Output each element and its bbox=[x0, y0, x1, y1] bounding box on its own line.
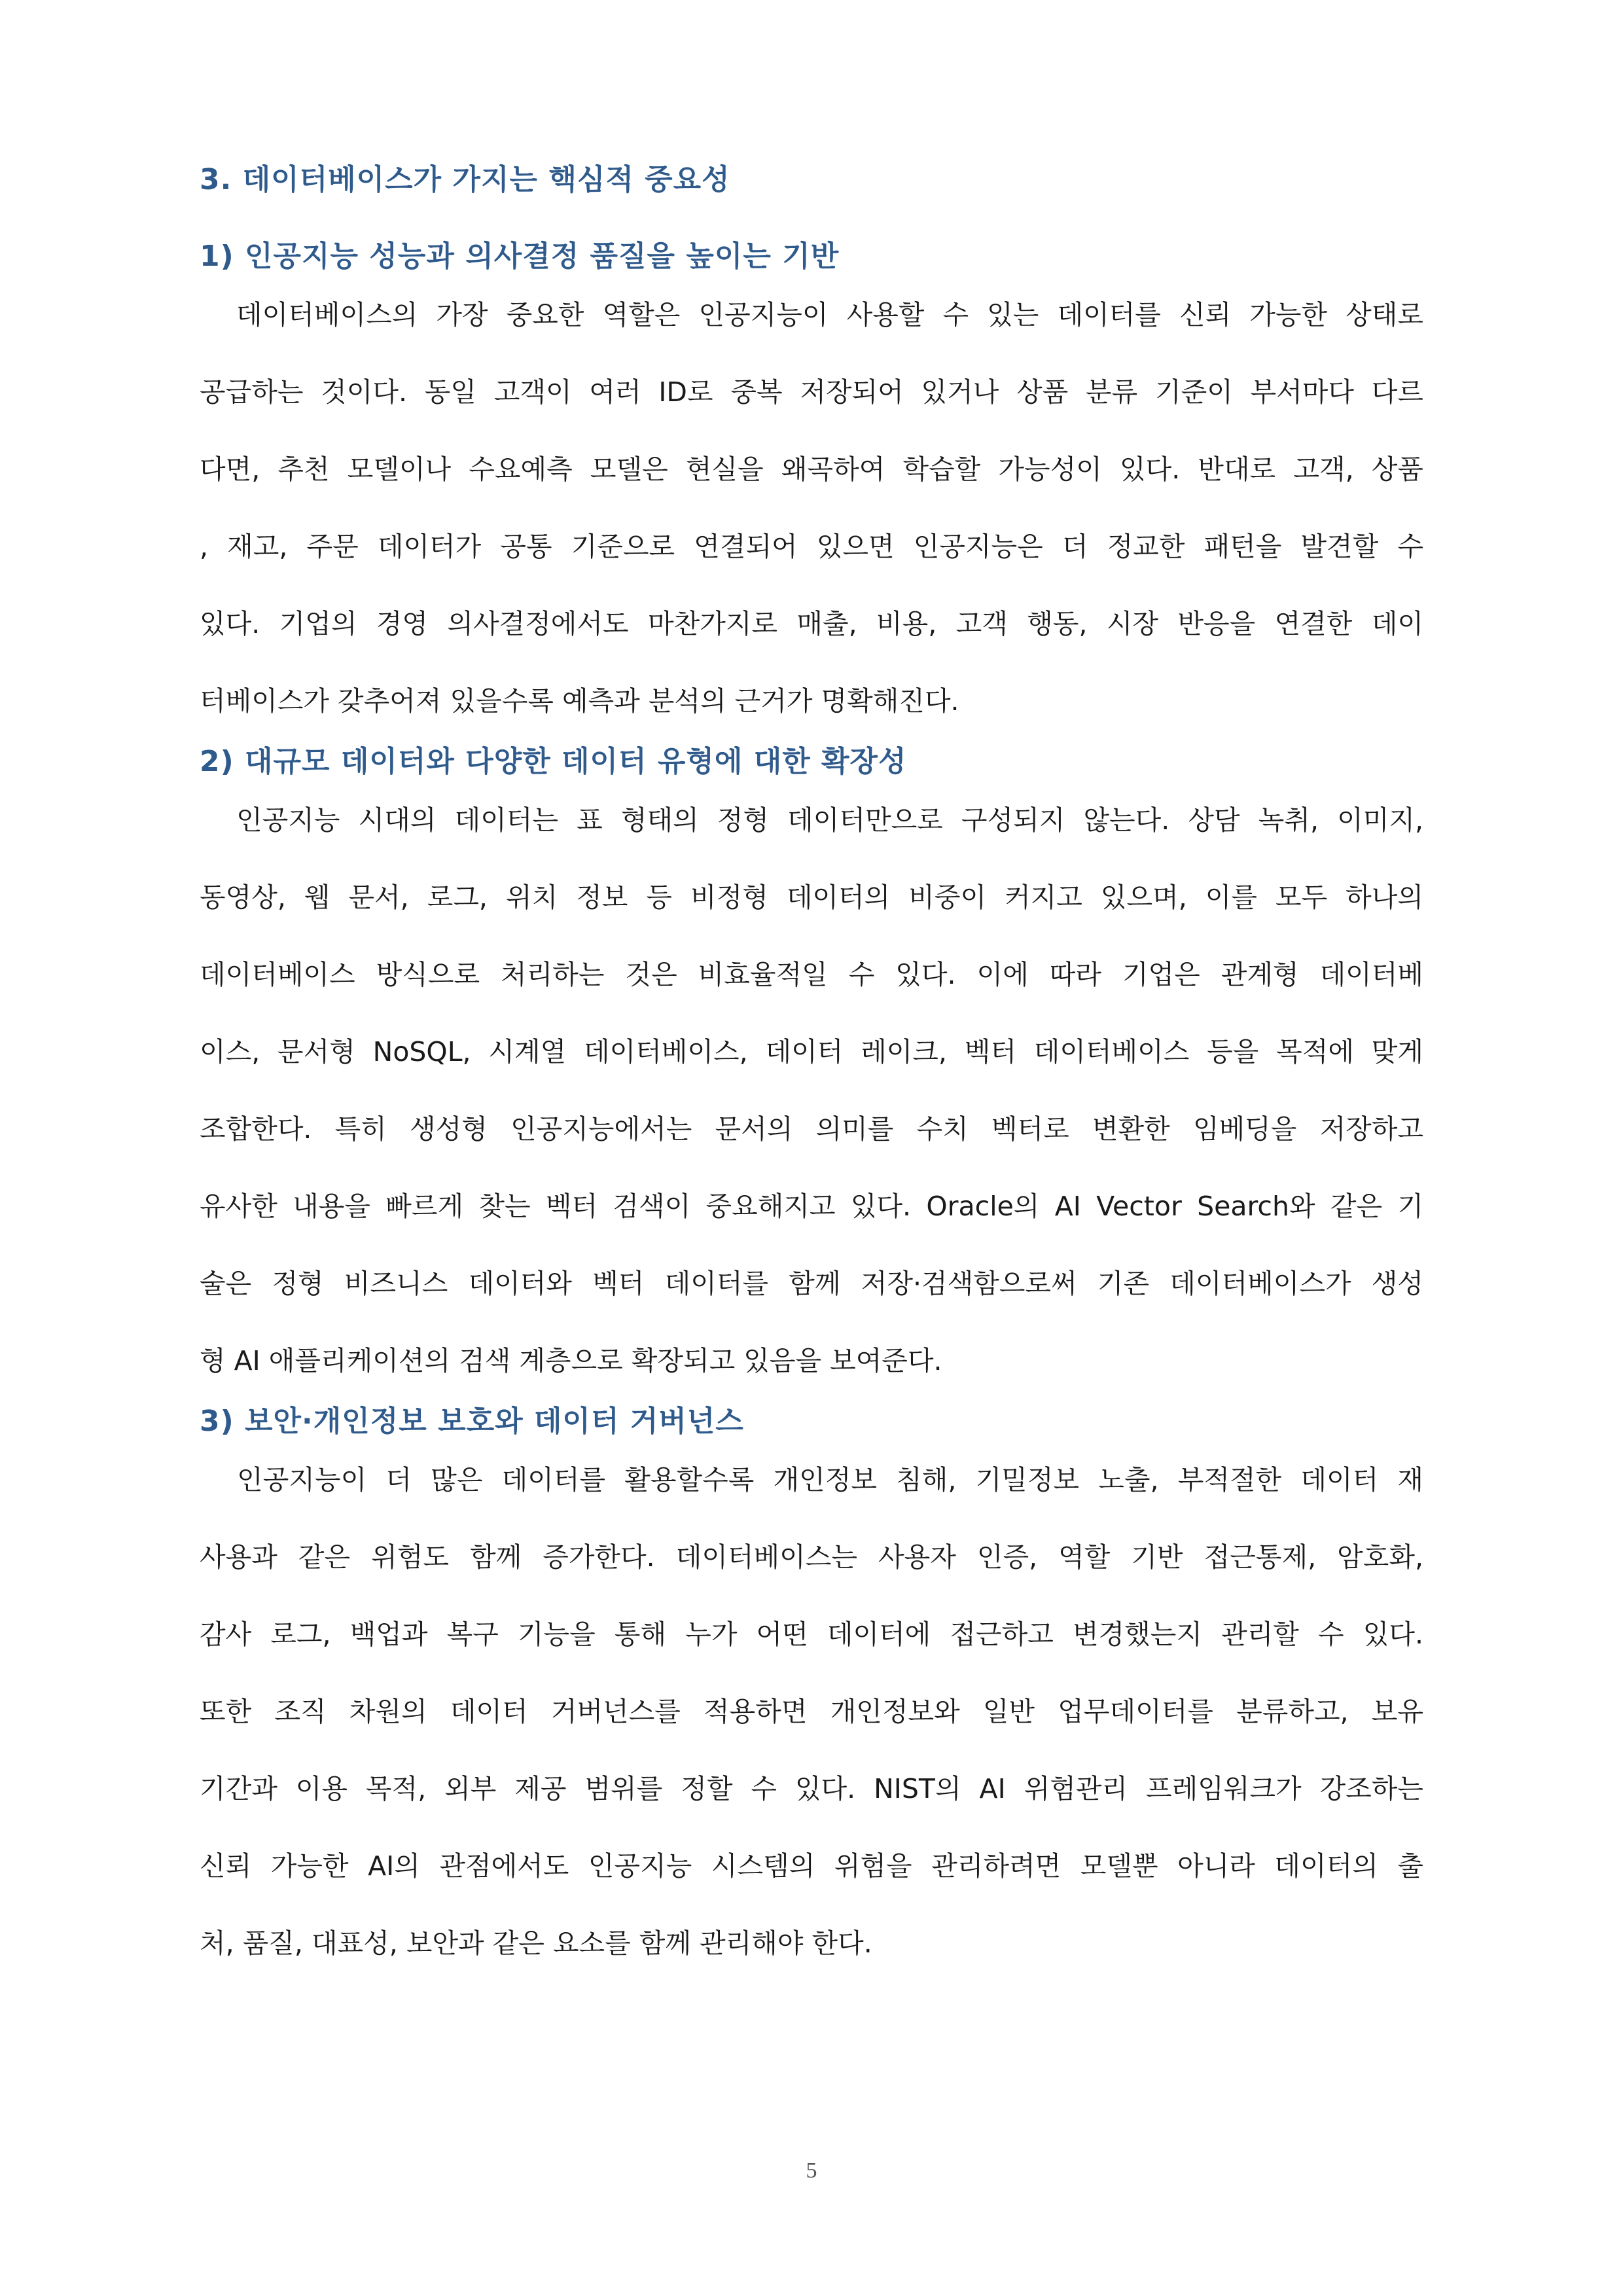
paragraph-line: 처, 품질, 대표성, 보안과 같은 요소를 함께 관리해야 한다. bbox=[200, 1928, 872, 1959]
paragraph-3 bbox=[200, 1441, 1423, 1982]
paragraph-line: 신뢰 가능한 AI의 관점에서도 인공지능 시스템의 위험을 관리하려면 모델뿐 아니라 데이터의 출 bbox=[200, 1850, 1423, 1882]
paragraph-line: 데이터베이스 방식으로 처리하는 것은 비효율적일 수 있다. 이에 따라 기업은 관계형 데이터베 bbox=[200, 959, 1423, 990]
paragraph-line: 형 AI 애플리케이션의 검색 계층으로 확장되고 있음을 보여준다. bbox=[200, 1345, 942, 1376]
paragraph-line: 터베이스가 갖추어져 있을수록 예측과 분석의 근거가 명확해진다. bbox=[200, 685, 959, 717]
paragraph-line: 사용과 같은 위험도 함께 증가한다. 데이터베이스는 사용자 인증, 역할 기반 접근통제, 암호화, bbox=[200, 1541, 1423, 1573]
paragraph-line: 이스, 문서형 NoSQL, 시계열 데이터베이스, 데이터 레이크, 벡터 데이터베이스 등을 목적에 맞게 bbox=[200, 1036, 1423, 1067]
paragraph-line: 또한 조직 차원의 데이터 거버넌스를 적용하면 개인정보와 일반 업무데이터를 분류하고, 보유 bbox=[200, 1696, 1423, 1727]
page-content bbox=[200, 160, 1423, 1982]
paragraph-line: 감사 로그, 백업과 복구 기능을 통해 누가 어떤 데이터에 접근하고 변경했는지 관리할 수 있다. bbox=[200, 1619, 1423, 1650]
paragraph-line: 다면, 추천 모델이나 수요예측 모델은 현실을 왜곡하여 학습할 가능성이 있다. 반대로 고객, 상품 bbox=[200, 454, 1423, 485]
subsection-heading-3: 3) 보안·개인정보 보호와 데이터 거버넌스 bbox=[200, 1405, 744, 1438]
paragraph-line: 기간과 이용 목적, 외부 제공 범위를 정할 수 있다. NIST의 AI 위험관리 프레임워크가 강조하는 bbox=[200, 1773, 1423, 1804]
paragraph-line: 있다. 기업의 경영 의사결정에서도 마찬가지로 매출, 비용, 고객 행동, 시장 반응을 연결한 데이 bbox=[200, 608, 1423, 639]
paragraph-line: 동영상, 웹 문서, 로그, 위치 정보 등 비정형 데이터의 비중이 커지고 있으며, 이를 모두 하나의 bbox=[200, 882, 1423, 913]
paragraph-line: 조합한다. 특히 생성형 인공지능에서는 문서의 의미를 수치 벡터로 변환한 임베딩을 저장하고 bbox=[200, 1113, 1423, 1145]
paragraph-line: 인공지능이 더 많은 데이터를 활용할수록 개인정보 침해, 기밀정보 노출, 부적절한 데이터 재 bbox=[200, 1464, 1423, 1496]
paragraph-line: 데이터베이스의 가장 중요한 역할은 인공지능이 사용할 수 있는 데이터를 신뢰 가능한 상태로 bbox=[200, 299, 1423, 331]
paragraph-line: 술은 정형 비즈니스 데이터와 벡터 데이터를 함께 저장·검색함으로써 기존 데이터베이스가 생성 bbox=[200, 1268, 1423, 1299]
paragraph-2 bbox=[200, 781, 1423, 1399]
paragraph-1 bbox=[200, 276, 1423, 740]
paragraph-line: 인공지능 시대의 데이터는 표 형태의 정형 데이터만으로 구성되지 않는다. 상담 녹취, 이미지, bbox=[200, 804, 1423, 836]
subsection-heading-1: 1) 인공지능 성능과 의사결정 품질을 높이는 기반 bbox=[200, 240, 840, 273]
paragraph-line: , 재고, 주문 데이터가 공통 기준으로 연결되어 있으면 인공지능은 더 정교한 패턴을 발견할 수 bbox=[200, 531, 1423, 562]
paragraph-line: 유사한 내용을 빠르게 찾는 벡터 검색이 중요해지고 있다. Oracle의 AI Vector Search와 같은 기 bbox=[200, 1191, 1423, 1222]
paragraph-line: 공급하는 것이다. 동일 고객이 여러 ID로 중복 저장되어 있거나 상품 분류 기준이 부서마다 다르 bbox=[200, 376, 1423, 408]
section-title: 3. 데이터베이스가 가지는 핵심적 중요성 bbox=[200, 163, 730, 196]
subsection-heading-2: 2) 대규모 데이터와 다양한 데이터 유형에 대한 확장성 bbox=[200, 745, 907, 778]
page-number: 5 bbox=[806, 2159, 817, 2183]
